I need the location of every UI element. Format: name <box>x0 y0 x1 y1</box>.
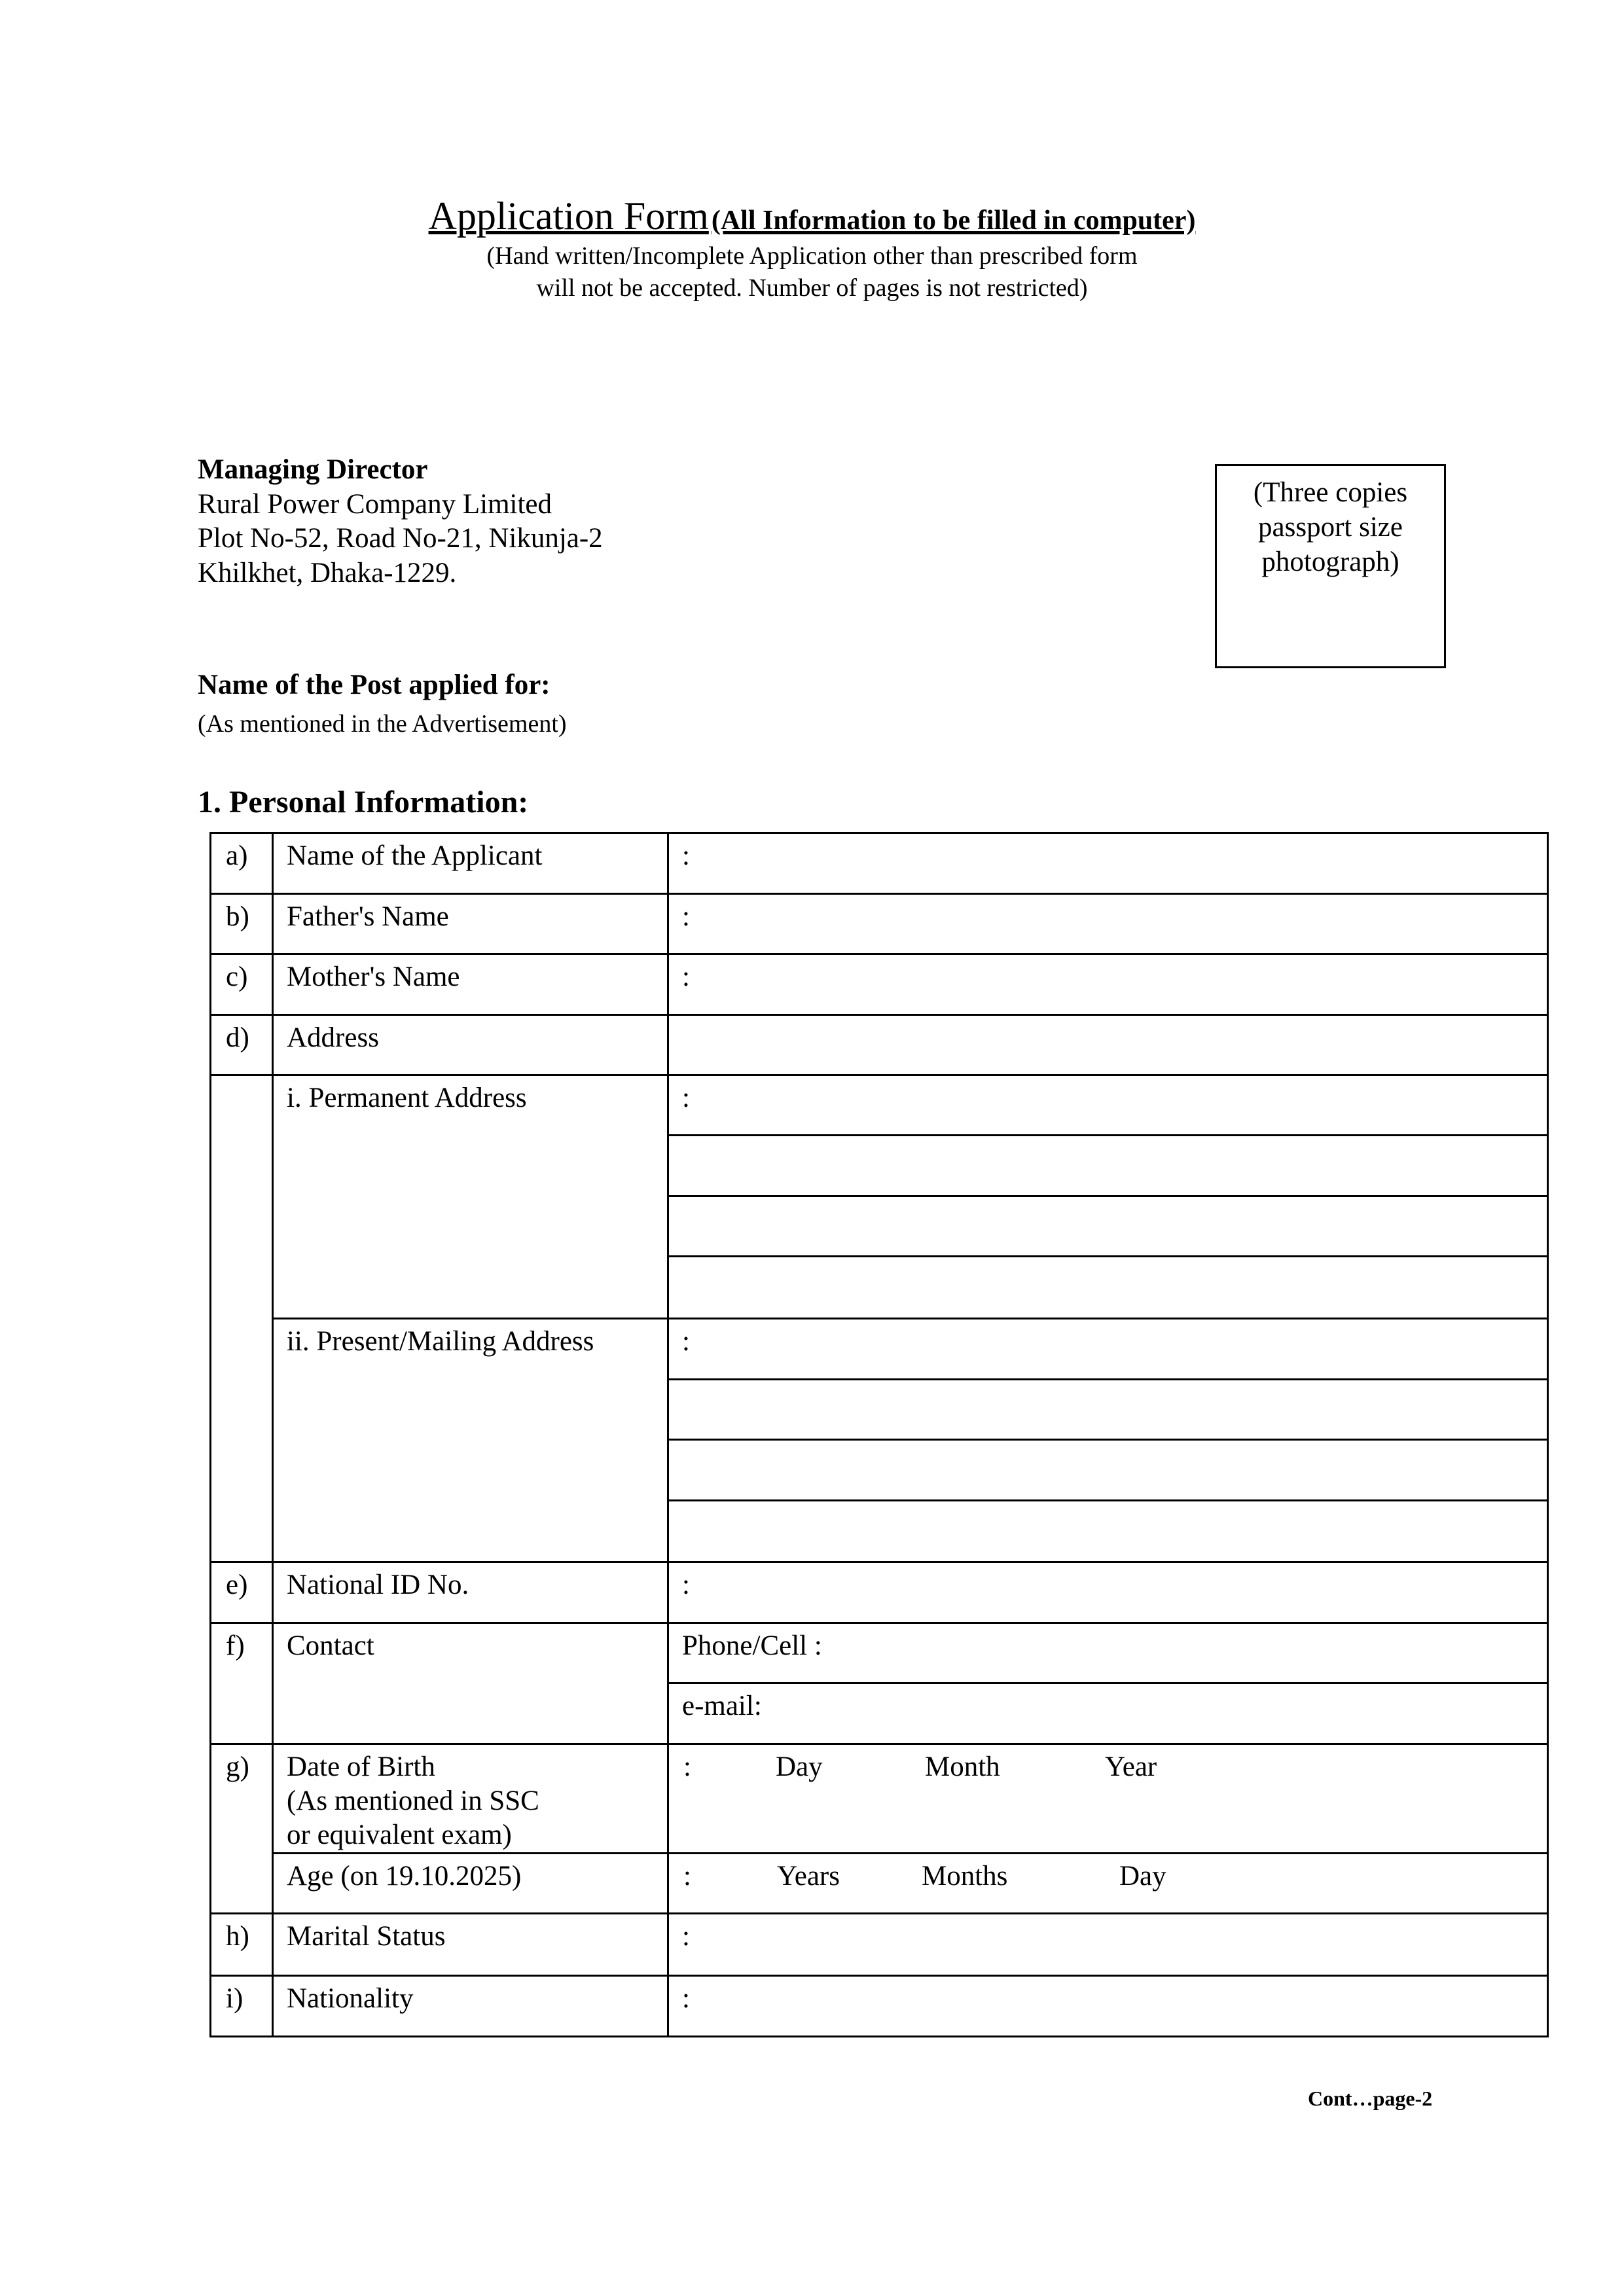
row-index: f) <box>211 1623 273 1744</box>
table-row-marital <box>211 1914 1548 1976</box>
instruction-line-1: (Hand written/Incomplete Application other than prescribed form <box>486 242 1138 270</box>
dob-label-line-1: Date of Birth <box>287 1751 435 1782</box>
title-main: Application Form <box>428 194 709 238</box>
field-label: Name of the Applicant <box>273 833 668 894</box>
colon: : <box>682 1921 690 1952</box>
empty-index-cell <box>211 1075 273 1562</box>
father-name-field[interactable] <box>668 894 1548 954</box>
permanent-address-line-1[interactable] <box>668 1075 1548 1136</box>
row-index: c) <box>211 954 273 1015</box>
colon: : <box>682 901 690 932</box>
table-row-age <box>211 1854 1548 1914</box>
field-label: Marital Status <box>273 1914 668 1976</box>
addressee-title: Managing Director <box>198 454 428 485</box>
photo-note-1: (Three copies <box>1253 477 1408 508</box>
dob-label-line-3: or equivalent exam) <box>287 1820 512 1850</box>
applicant-name-field[interactable] <box>668 833 1548 894</box>
row-index: b) <box>211 894 273 954</box>
age-years-label: Years <box>777 1861 840 1892</box>
present-address-line-3[interactable] <box>668 1440 1548 1501</box>
table-row-mother <box>211 954 1548 1015</box>
permanent-address-line-4[interactable] <box>668 1257 1548 1319</box>
section-title: 1. Personal Information: <box>198 785 529 819</box>
colon: : <box>682 1326 690 1357</box>
age-label: Age (on 19.10.2025) <box>273 1854 668 1914</box>
personal-info-table <box>209 832 1549 2037</box>
colon: : <box>683 1861 691 1892</box>
addressee-block <box>198 453 603 590</box>
national-id-field[interactable] <box>668 1562 1548 1623</box>
phone-label: Phone/Cell : <box>682 1630 822 1661</box>
photo-note-2: passport size <box>1258 512 1403 543</box>
present-address-line-2[interactable] <box>668 1380 1548 1440</box>
addressee-city: Khilkhet, Dhaka-1229. <box>198 557 457 588</box>
permanent-address-line-3[interactable] <box>668 1196 1548 1257</box>
title-note: (All Information to be filled in computer) <box>711 206 1196 236</box>
field-label: Address <box>273 1015 668 1075</box>
photo-note-3: photograph) <box>1261 547 1399 577</box>
dob-day-label: Day <box>776 1751 823 1782</box>
age-field[interactable] <box>668 1854 1548 1914</box>
colon: : <box>682 961 690 992</box>
table-row-nid <box>211 1562 1548 1623</box>
row-index: d) <box>211 1015 273 1075</box>
mother-name-field[interactable] <box>668 954 1548 1015</box>
address-header-cell <box>668 1015 1548 1075</box>
field-label: Contact <box>273 1623 668 1744</box>
table-row-contact <box>211 1623 1548 1683</box>
present-address-label: ii. Present/Mailing Address <box>273 1319 668 1562</box>
addressee-company: Rural Power Company Limited <box>198 488 552 520</box>
colon: : <box>682 1570 690 1600</box>
table-row-name <box>211 833 1548 894</box>
colon: : <box>682 1983 690 2014</box>
photo-box <box>1215 464 1446 668</box>
table-row-nationality <box>211 1976 1548 2037</box>
field-label: Father's Name <box>273 894 668 954</box>
dob-month-label: Month <box>925 1751 1000 1782</box>
colon: : <box>682 840 690 871</box>
addressee-street: Plot No-52, Road No-21, Nikunja-2 <box>198 523 603 554</box>
dob-label-line-2: (As mentioned in SSC <box>287 1785 539 1816</box>
dob-label <box>273 1744 668 1854</box>
post-label: Name of the Post applied for: <box>198 670 550 700</box>
age-day-label: Day <box>1119 1861 1166 1892</box>
email-label: e-mail: <box>682 1691 762 1721</box>
row-index: a) <box>211 833 273 894</box>
post-note: (As mentioned in the Advertisement) <box>198 710 567 738</box>
permanent-address-label: i. Permanent Address <box>273 1075 668 1319</box>
field-label: Mother's Name <box>273 954 668 1015</box>
continuation-note: Cont…page-2 <box>1308 2087 1433 2110</box>
present-address-line-1[interactable] <box>668 1319 1548 1380</box>
table-row-father <box>211 894 1548 954</box>
instruction-line-2: will not be accepted. Number of pages is not restricted) <box>536 274 1088 302</box>
present-address-line-4[interactable] <box>668 1501 1548 1562</box>
email-field[interactable] <box>668 1683 1548 1744</box>
age-months-label: Months <box>922 1861 1008 1892</box>
permanent-address-line-2[interactable] <box>668 1136 1548 1196</box>
row-index: i) <box>211 1976 273 2037</box>
row-index: h) <box>211 1914 273 1976</box>
table-row-address <box>211 1015 1548 1075</box>
table-row-dob <box>211 1744 1548 1854</box>
marital-status-field[interactable] <box>668 1914 1548 1976</box>
dob-year-label: Year <box>1105 1751 1157 1782</box>
dob-field[interactable] <box>668 1744 1548 1854</box>
field-label: Nationality <box>273 1976 668 2037</box>
field-label: National ID No. <box>273 1562 668 1623</box>
nationality-field[interactable] <box>668 1976 1548 2037</box>
colon: : <box>683 1751 691 1782</box>
row-index: e) <box>211 1562 273 1623</box>
colon: : <box>682 1083 690 1113</box>
phone-field[interactable] <box>668 1623 1548 1683</box>
form-title <box>0 194 1624 239</box>
row-index: g) <box>211 1744 273 1914</box>
